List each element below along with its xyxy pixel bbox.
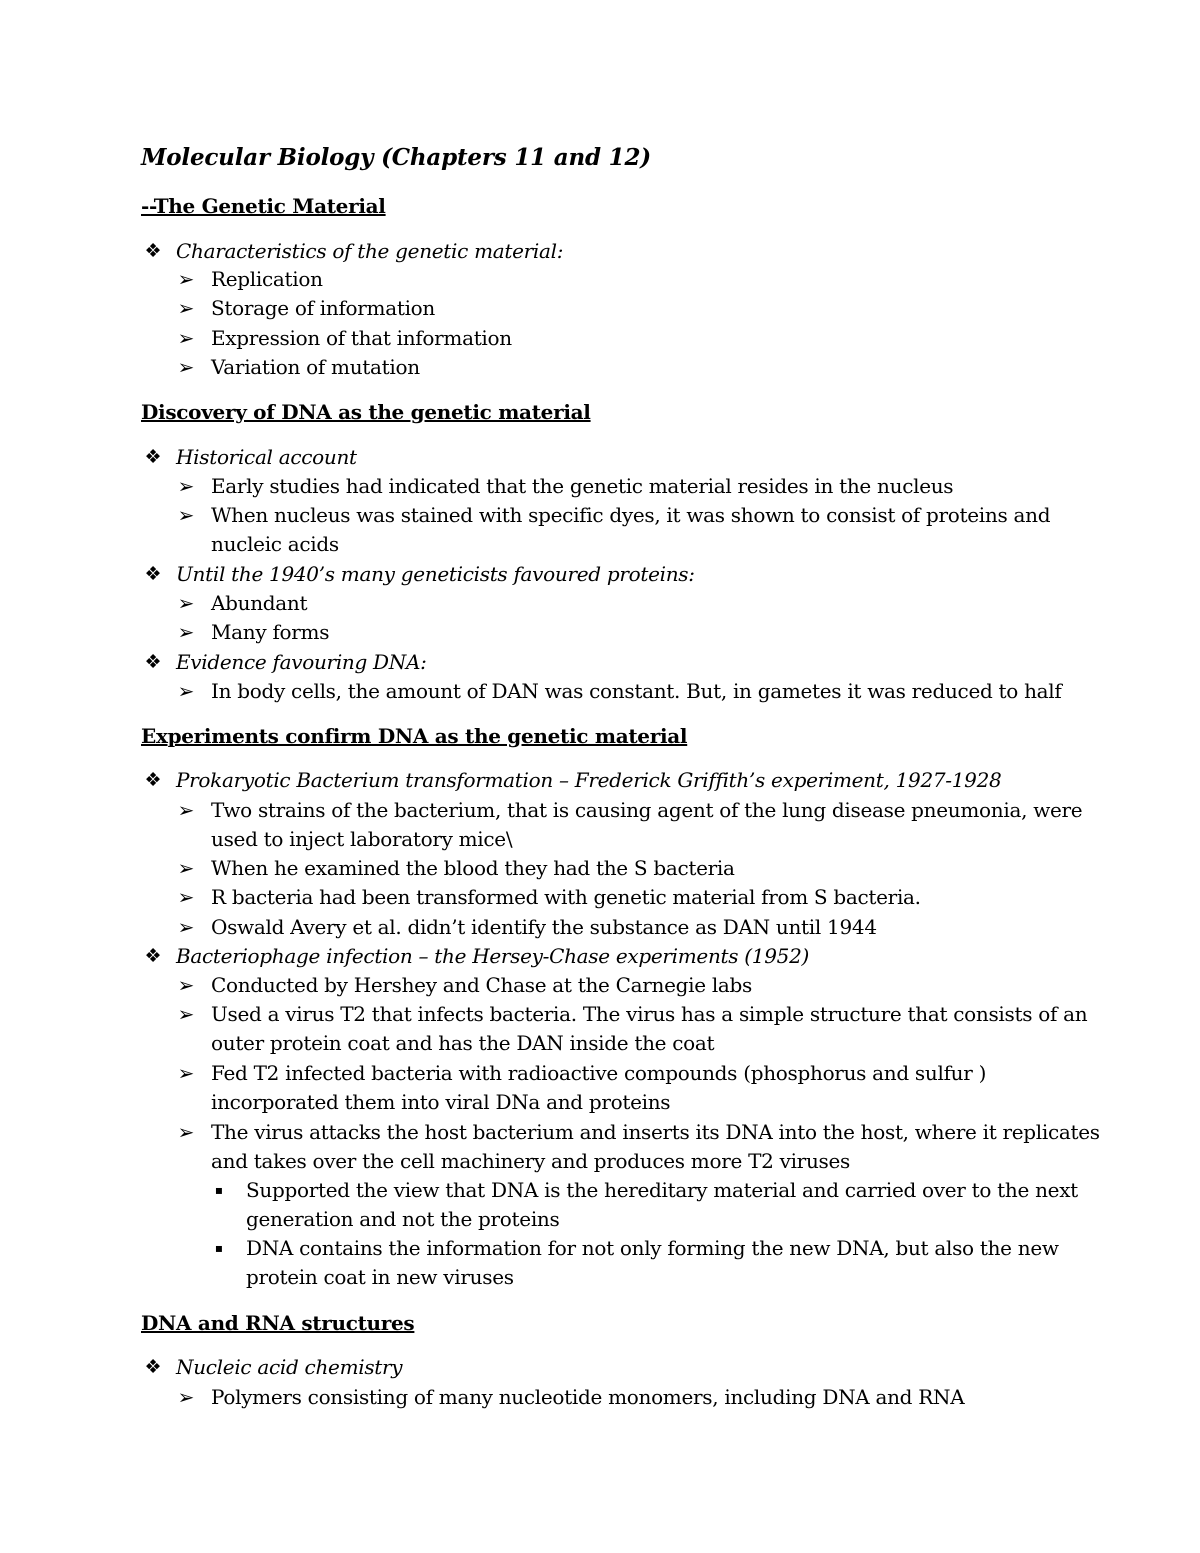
arrow-bullet-icon: ➢ [177, 885, 195, 909]
sub-list-item: Supported the view that DNA is the hereditary material and carried over to the next [246, 1178, 1078, 1202]
list-item: Used a virus T2 that infects bacteria. The virus has a simple structure that consists of an [211, 1002, 1088, 1026]
square-bullet-icon: ▪ [214, 1241, 224, 1255]
arrow-bullet-icon: ➢ [177, 679, 195, 703]
sub-list-item: DNA contains the information for not only forming the new DNA, but also the new [246, 1236, 1059, 1260]
sub-list-item-continuation: protein coat in new viruses [246, 1265, 514, 1289]
arrow-bullet-icon: ➢ [177, 503, 195, 527]
section-heading-genetic-material: --The Genetic Material [141, 194, 386, 218]
list-item: Early studies had indicated that the genetic material resides in the nucleus [211, 474, 954, 498]
arrow-bullet-icon: ➢ [177, 798, 195, 822]
arrow-bullet-icon: ➢ [177, 1120, 195, 1144]
list-item: In body cells, the amount of DAN was constant. But, in gametes it was reduced to half [211, 679, 1062, 703]
list-item: When nucleus was stained with specific dyes, it was shown to consist of proteins and [211, 503, 1051, 527]
diamond-bullet-icon: ❖ [144, 563, 162, 585]
bullet-nucleic-acid: Nucleic acid chemistry [176, 1355, 403, 1379]
arrow-bullet-icon: ➢ [177, 1061, 195, 1085]
arrow-bullet-icon: ➢ [177, 915, 195, 939]
list-item-continuation: outer protein coat and has the DAN inside the coat [211, 1031, 715, 1055]
sub-list-item-continuation: generation and not the proteins [246, 1207, 560, 1231]
bullet-characteristics: Characteristics of the genetic material: [176, 239, 564, 263]
arrow-bullet-icon: ➢ [177, 355, 195, 379]
bullet-griffith: Prokaryotic Bacterium transformation – Frederick Griffith’s experiment, 1927-1928 [176, 768, 1002, 792]
list-item: Polymers consisting of many nucleotide monomers, including DNA and RNA [211, 1385, 965, 1409]
list-item: Expression of that information [211, 326, 512, 350]
arrow-bullet-icon: ➢ [177, 474, 195, 498]
diamond-bullet-icon: ❖ [144, 769, 162, 791]
list-item-continuation: used to inject laboratory mice\ [211, 827, 513, 851]
list-item: Abundant [211, 591, 308, 615]
list-item: Replication [211, 267, 323, 291]
list-item: Variation of mutation [211, 355, 420, 379]
bullet-historical-account: Historical account [176, 445, 357, 469]
diamond-bullet-icon: ❖ [144, 446, 162, 468]
arrow-bullet-icon: ➢ [177, 296, 195, 320]
list-item: R bacteria had been transformed with genetic material from S bacteria. [211, 885, 921, 909]
arrow-bullet-icon: ➢ [177, 1002, 195, 1026]
list-item: Two strains of the bacterium, that is causing agent of the lung disease pneumonia, were [211, 798, 1083, 822]
list-item: Oswald Avery et al. didn’t identify the substance as DAN until 1944 [211, 915, 877, 939]
bullet-until-1940s: Until the 1940’s many geneticists favoured proteins: [176, 562, 695, 586]
arrow-bullet-icon: ➢ [177, 856, 195, 880]
list-item: Storage of information [211, 296, 435, 320]
bullet-hershey-chase: Bacteriophage infection – the Hersey-Chase experiments (1952) [176, 944, 810, 968]
arrow-bullet-icon: ➢ [177, 1385, 195, 1409]
list-item-continuation: incorporated them into viral DNa and proteins [211, 1090, 671, 1114]
diamond-bullet-icon: ❖ [144, 1356, 162, 1378]
list-item: Many forms [211, 620, 330, 644]
diamond-bullet-icon: ❖ [144, 240, 162, 262]
arrow-bullet-icon: ➢ [177, 267, 195, 291]
page-title: Molecular Biology (Chapters 11 and 12) [141, 144, 651, 171]
arrow-bullet-icon: ➢ [177, 620, 195, 644]
arrow-bullet-icon: ➢ [177, 591, 195, 615]
list-item: When he examined the blood they had the S bacteria [211, 856, 735, 880]
list-item-continuation: and takes over the cell machinery and produces more T2 viruses [211, 1149, 850, 1173]
bullet-evidence-dna: Evidence favouring DNA: [176, 650, 427, 674]
diamond-bullet-icon: ❖ [144, 945, 162, 967]
list-item-continuation: nucleic acids [211, 532, 339, 556]
list-item: The virus attacks the host bacterium and inserts its DNA into the host, where it replicates [211, 1120, 1100, 1144]
square-bullet-icon: ▪ [214, 1183, 224, 1197]
list-item: Conducted by Hershey and Chase at the Carnegie labs [211, 973, 753, 997]
arrow-bullet-icon: ➢ [177, 973, 195, 997]
list-item: Fed T2 infected bacteria with radioactive compounds (phosphorus and sulfur ) [211, 1061, 987, 1085]
section-heading-experiments: Experiments confirm DNA as the genetic material [141, 724, 688, 748]
section-heading-discovery: Discovery of DNA as the genetic material [141, 400, 591, 424]
section-heading-structures: DNA and RNA structures [141, 1311, 415, 1335]
arrow-bullet-icon: ➢ [177, 326, 195, 350]
diamond-bullet-icon: ❖ [144, 651, 162, 673]
